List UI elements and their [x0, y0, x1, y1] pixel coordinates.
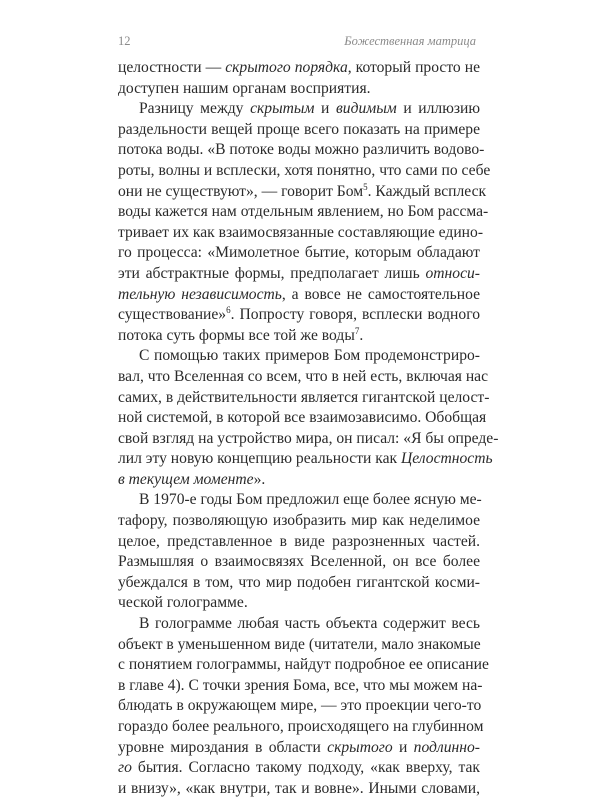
text-line: лил эту новую концепцию реальности как Целостность — [118, 450, 493, 468]
text-line: самих, в действительности является гигантской целост- — [118, 388, 490, 406]
text-line: С помощью таких примеров Бом продемонстриро- — [139, 347, 480, 365]
paragraph-5 — [118, 614, 489, 799]
paragraph-2 — [118, 99, 491, 346]
text-line: воды кажется нам отдельным явлением, но Бом рассма- — [118, 203, 489, 221]
running-header — [118, 34, 476, 50]
text-line: свой взгляд на устройство мира, он писал: «Я бы опреде- — [118, 429, 499, 447]
text-line: тельную независимость, а вовсе не самостоятельное — [118, 285, 480, 303]
text-line: раздельности вещей проще всего показать на примере — [118, 120, 480, 138]
text-line: в текущем моменте». — [118, 470, 266, 488]
text-line: потока воды. «В потоке воды можно различить водово- — [118, 141, 485, 159]
text-line: Размышляя о взаимосвязях Вселенной, он все более — [118, 553, 480, 571]
text-line: целостности — скрытого порядка, который просто не — [118, 59, 480, 76]
text-line: тафору, позволяющую изобразить мир как неделимое — [118, 512, 480, 530]
text-line: убеждался в том, что мир подобен гигантской косми- — [118, 573, 480, 591]
text-line: Разницу между скрытым и видимым и иллюзию — [139, 100, 480, 118]
text-line: тривает их как взаимосвязанные составляющие едино- — [118, 223, 484, 241]
text-line: в главе 4). С точки зрения Бома, все, что мы можем на- — [118, 676, 483, 694]
text-line: доступен нашим органам восприятия. — [118, 79, 371, 97]
page-number: 12 — [118, 34, 131, 48]
text-line: го процесса: «Мимолетное бытие, которым обладают — [118, 244, 480, 262]
footnote-ref: 6 — [226, 305, 231, 316]
text-line: эти абстрактные формы, предполагает лишь относи- — [118, 264, 480, 282]
footnote-ref: 7 — [354, 325, 360, 336]
text-line: блюдать в окружающем мире, — это проекции чего-то — [118, 697, 482, 715]
paragraph-4 — [118, 490, 480, 614]
text-line: уровне мироздания в области скрытого и подлинно- — [118, 738, 480, 756]
paragraph-3 — [118, 346, 499, 490]
text-line: вал, что Вселенная со всем, что в ней есть, включая нас — [118, 367, 489, 385]
text-line: го бытия. Согласно такому подходу, «как вверху, так — [118, 759, 480, 777]
text-line: целое, представленное в виде разрозненных частей. — [118, 532, 480, 550]
text-line: ной системой, в которой все взаимозависимо. Обобщая — [118, 409, 487, 427]
text-line: и внизу», «как внутри, так и вовне». Иными словами, — [118, 779, 480, 797]
text-line: они не существуют», — говорит Бом$^5$. Каждый всплеск — [118, 181, 487, 200]
text-line: В голограмме любая часть объекта содержит весь — [139, 615, 480, 633]
text-line: потока суть формы все той же воды$^7$. — [118, 325, 364, 344]
page-body — [118, 58, 499, 799]
text-line: с понятием голограммы, найдут подробное ее описание — [118, 656, 489, 674]
text-line: ческой голограмме. — [118, 594, 248, 612]
paragraph-1 — [118, 58, 480, 99]
text-line: гораздо более реального, происходящего на глубинном — [118, 718, 484, 735]
footnote-ref: 5 — [363, 181, 368, 192]
text-line: роты, волны и всплески, хотя понятно, что сами по себе — [118, 161, 491, 179]
text-line: В 1970-е годы Бом предложил еще более ясную ме- — [139, 491, 482, 509]
running-title: Божественная матрица — [344, 34, 476, 48]
text-line: объект в уменьшенном виде (читатели, мало знакомые — [118, 635, 481, 653]
text-line: существование»$^6$. Попросту говоря, всплески водного — [118, 305, 480, 324]
